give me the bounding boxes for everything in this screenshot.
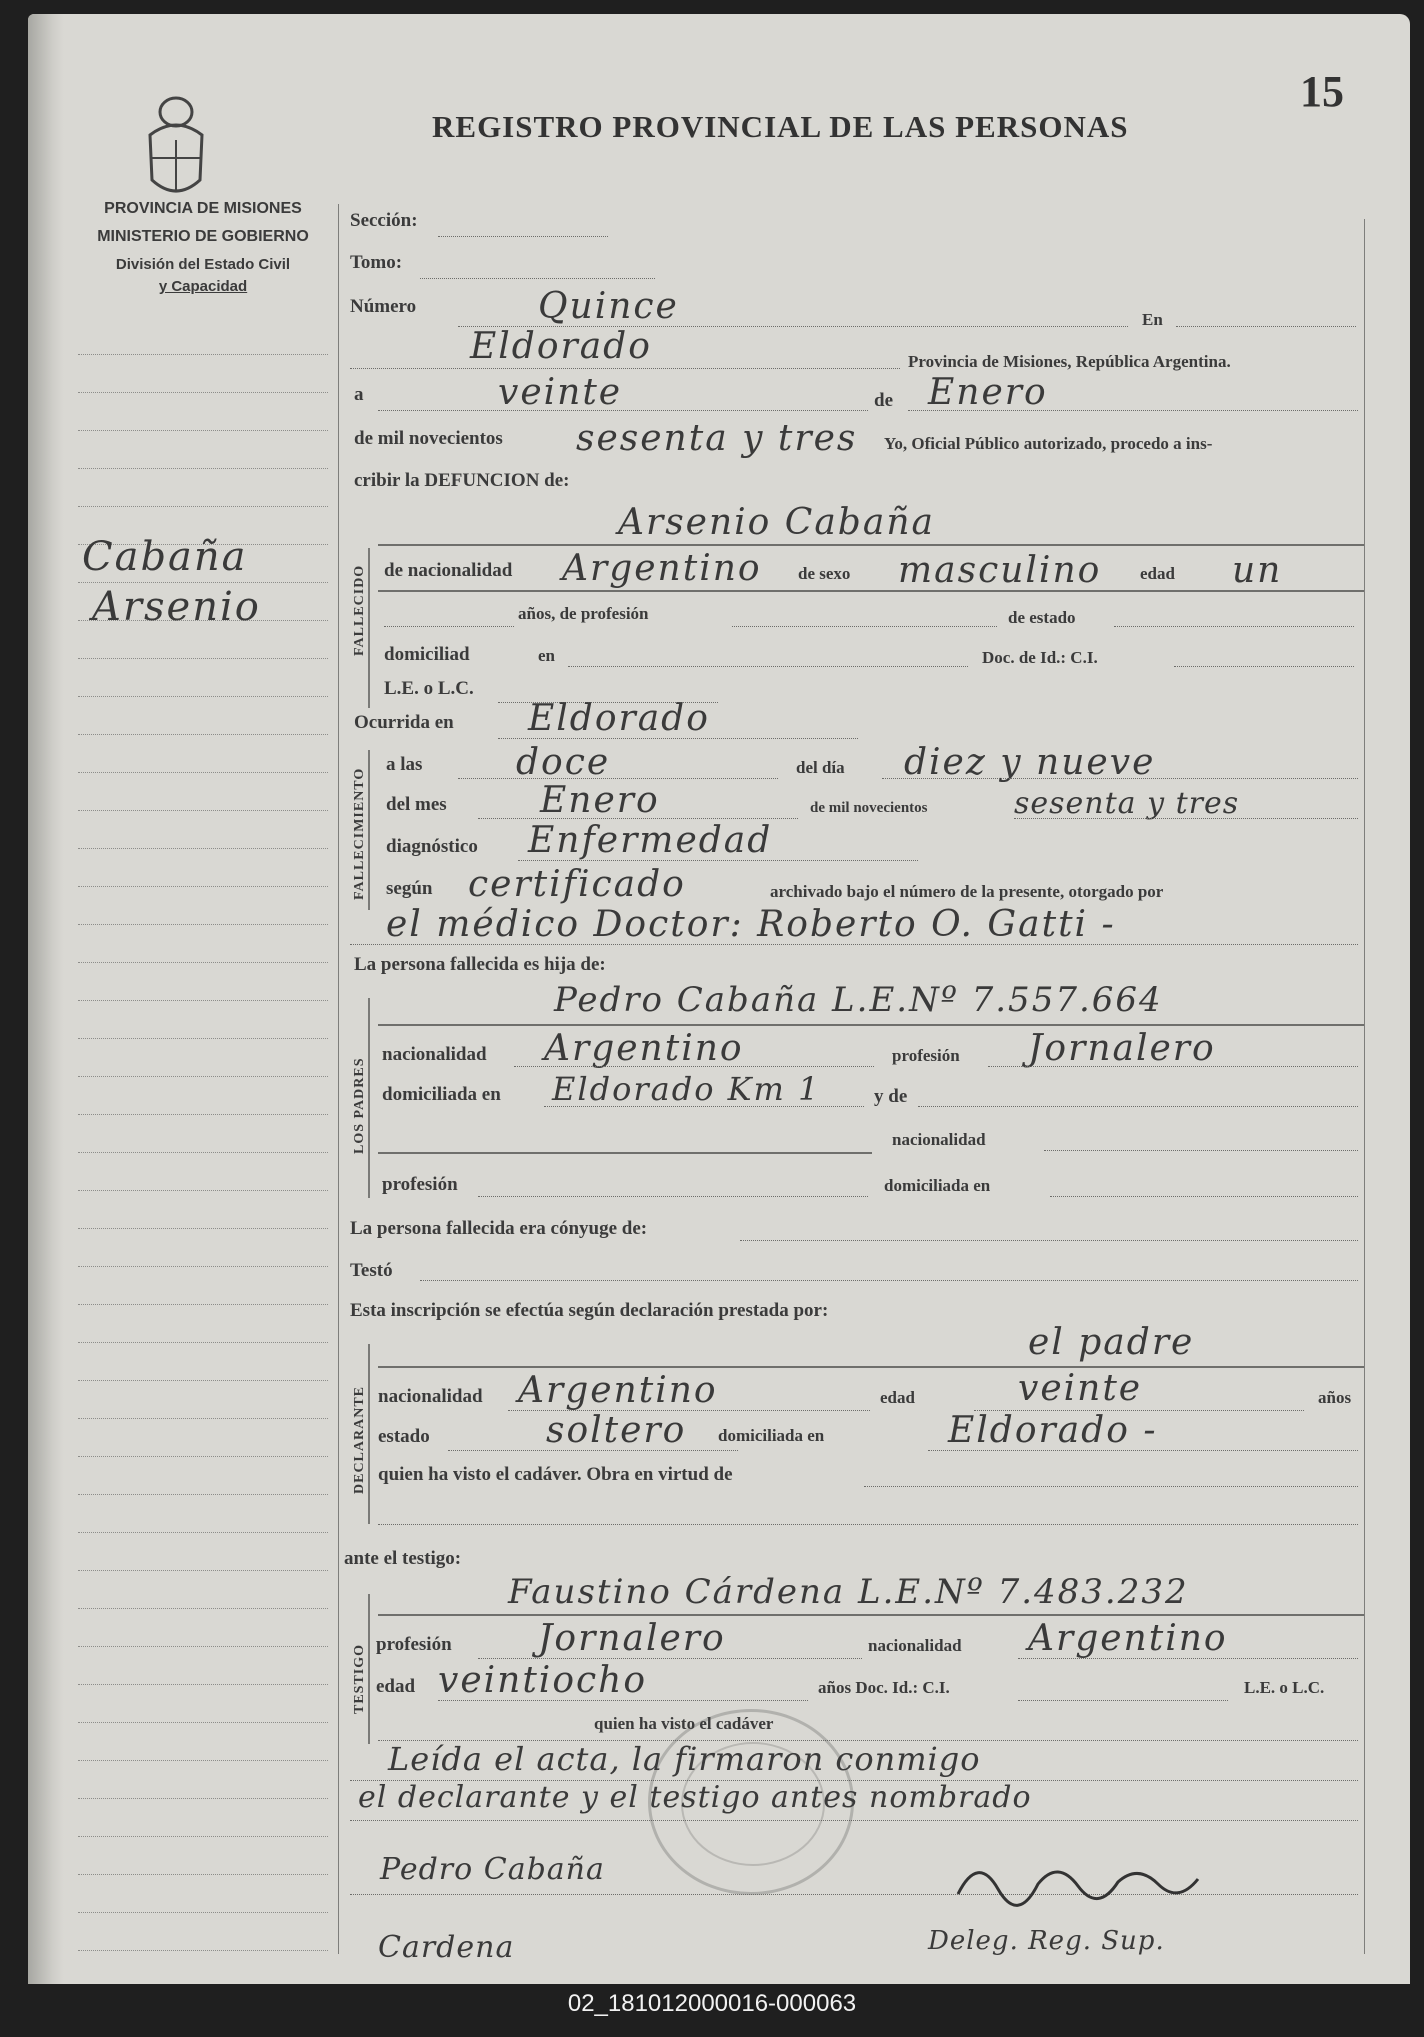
label-en2: en	[538, 646, 555, 665]
value-declarante: el padre	[1028, 1322, 1195, 1363]
label-domiciliad: domiciliad	[384, 644, 470, 665]
label-de-estado: de estado	[1008, 608, 1076, 627]
value-padre-domicilio: Eldorado Km 1	[552, 1070, 821, 1108]
page-title: REGISTRO PROVINCIAL DE LAS PERSONAS	[432, 109, 1129, 144]
signature-cargo: Deleg. Reg. Sup.	[928, 1926, 1165, 1956]
value-ocurrida: Eldorado	[528, 698, 710, 739]
value-padre-profesion: Jornalero	[1028, 1028, 1216, 1069]
label-oficial: Yo, Oficial Público autorizado, procedo a ins-	[884, 434, 1213, 453]
label-archivado: archivado bajo el número de la presente, otorgado por	[770, 882, 1164, 901]
value-nacionalidad: Argentino	[562, 548, 762, 589]
value-mes-fall: Enero	[540, 780, 660, 821]
value-dia-fall: diez y nueve	[904, 742, 1156, 783]
label-ocurrida: Ocurrida en	[354, 712, 454, 733]
value-decl-estado: soltero	[546, 1410, 687, 1451]
label-testo: Testó	[350, 1260, 393, 1281]
label-conyuge: La persona fallecida era cónyuge de:	[350, 1218, 648, 1239]
label-anos3: años	[1318, 1388, 1352, 1407]
value-lugar: Eldorado	[470, 326, 652, 367]
authority-line-3: División del Estado Civil	[115, 256, 291, 273]
official-signature-icon	[948, 1844, 1208, 1914]
label-nacionalidad3: nacionalidad	[378, 1386, 483, 1407]
label-del-dia: del día	[796, 758, 845, 777]
label-numero: Número	[350, 296, 417, 317]
value-test-profesion: Jornalero	[538, 1618, 726, 1659]
label-profesion2: profesión	[382, 1174, 458, 1195]
label-domiciliada-en2: domiciliada en	[884, 1176, 991, 1195]
value-numero: Quince	[538, 286, 679, 327]
label-anos-profesion: años, de profesión	[518, 604, 649, 623]
label-nacionalidad2: nacionalidad	[892, 1130, 986, 1149]
side-label-testigo: TESTIGO	[352, 1643, 367, 1714]
margin-given-name: Arsenio	[92, 584, 261, 630]
label-estado3: estado	[378, 1426, 430, 1447]
side-label-padres: LOS PADRES	[352, 1057, 367, 1154]
label-edad4: edad	[376, 1676, 416, 1697]
label-quien-visto4: quien ha visto el cadáver	[594, 1714, 774, 1733]
label-inscripcion: Esta inscripción se efectúa según declaración prestada por:	[350, 1300, 829, 1321]
label-quien-visto: quien ha visto el cadáver. Obra en virtud de	[378, 1464, 733, 1485]
value-test-edad: veintiocho	[438, 1660, 648, 1701]
margin-surname: Cabaña	[82, 534, 248, 580]
label-anos-doc: años Doc. Id.: C.I.	[818, 1678, 950, 1697]
value-decl-domicilio: Eldorado -	[948, 1410, 1158, 1451]
label-profesion4: profesión	[376, 1634, 452, 1655]
document-page	[28, 14, 1410, 1984]
value-ano-fall: sesenta y tres	[1014, 786, 1240, 821]
label-hija-de: La persona fallecida es hija de:	[354, 954, 606, 975]
value-padre: Pedro Cabaña L.E.Nº 7.557.664	[554, 980, 1163, 1020]
value-medico: el médico Doctor: Roberto O. Gatti -	[386, 904, 1116, 945]
authority-line-1: PROVINCIA DE MISIONES	[104, 200, 302, 217]
value-decl-nacionalidad: Argentino	[518, 1370, 718, 1411]
closing-line-1: Leída el acta, la firmaron conmigo	[388, 1740, 981, 1778]
label-domiciliada-en: domiciliada en	[382, 1084, 501, 1105]
signature-declarante: Pedro Cabaña	[380, 1852, 605, 1887]
image-caption: 02_181012000016-000063	[567, 1990, 857, 2017]
official-stamp	[648, 1709, 854, 1895]
value-testigo: Faustino Cárdena L.E.Nº 7.483.232	[508, 1572, 1189, 1612]
value-segun: certificado	[468, 864, 686, 905]
label-tomo: Tomo:	[350, 252, 403, 273]
label-en: En	[1142, 310, 1163, 329]
label-ante-testigo: ante el testigo:	[344, 1548, 462, 1569]
label-a: a	[354, 384, 364, 405]
label-nacionalidad4: nacionalidad	[868, 1636, 962, 1655]
value-edad: un	[1232, 550, 1283, 591]
label-de-nacionalidad: de nacionalidad	[384, 560, 513, 581]
label-edad3: edad	[880, 1388, 915, 1407]
authority-line-4: y Capacidad	[158, 278, 248, 295]
value-nombre: Arsenio Cabaña	[618, 502, 935, 543]
label-domiciliada3: domiciliada en	[718, 1426, 825, 1445]
right-border	[1364, 219, 1365, 1954]
label-diagnostico: diagnóstico	[386, 836, 478, 857]
value-dia: veinte	[498, 372, 623, 413]
label-inscribir: cribir la DEFUNCION de:	[354, 470, 570, 491]
label-le-lc4: L.E. o L.C.	[1244, 1678, 1325, 1697]
label-a-las: a las	[386, 754, 423, 775]
label-nacionalidad: nacionalidad	[382, 1044, 487, 1065]
label-segun: según	[386, 878, 433, 899]
label-de-mil-nov: de mil novecientos	[810, 800, 928, 816]
label-y-de: y de	[874, 1086, 908, 1107]
label-profesion: profesión	[892, 1046, 960, 1065]
value-decl-edad: veinte	[1018, 1368, 1143, 1409]
value-diagnostico: Enfermedad	[528, 820, 773, 861]
side-label-declarante: DECLARANTE	[352, 1385, 367, 1494]
label-le-lc: L.E. o L.C.	[384, 678, 474, 699]
label-del-mes: del mes	[386, 794, 447, 815]
label-seccion: Sección:	[350, 210, 418, 231]
coat-of-arms-icon	[136, 80, 216, 205]
label-de-sexo: de sexo	[798, 564, 851, 583]
value-sexo: masculino	[898, 550, 1102, 591]
closing-line-2: el declarante y el testigo antes nombrado	[358, 1780, 1032, 1815]
book-binding	[28, 14, 64, 1984]
authority-line-2: MINISTERIO DE GOBIERNO	[97, 228, 309, 245]
label-doc-id: Doc. de Id.: C.I.	[982, 648, 1098, 667]
value-hora: doce	[516, 742, 611, 783]
label-edad: edad	[1140, 564, 1175, 583]
side-label-fallecido: FALLECIDO	[352, 564, 367, 656]
side-label-fallecimiento: FALLECIMIENTO	[352, 767, 367, 900]
value-ano: sesenta y tres	[576, 418, 858, 459]
label-de: de	[874, 390, 893, 411]
label-provincia: Provincia de Misiones, República Argentina.	[908, 352, 1231, 371]
column-divider	[338, 204, 339, 1954]
signature-testigo: Cardena	[378, 1930, 515, 1965]
value-padre-nacionalidad: Argentino	[544, 1028, 744, 1069]
label-de-mil: de mil novecientos	[354, 428, 503, 449]
value-mes: Enero	[928, 372, 1048, 413]
value-test-nacionalidad: Argentino	[1028, 1618, 1228, 1659]
page-number: 15	[1300, 67, 1344, 116]
